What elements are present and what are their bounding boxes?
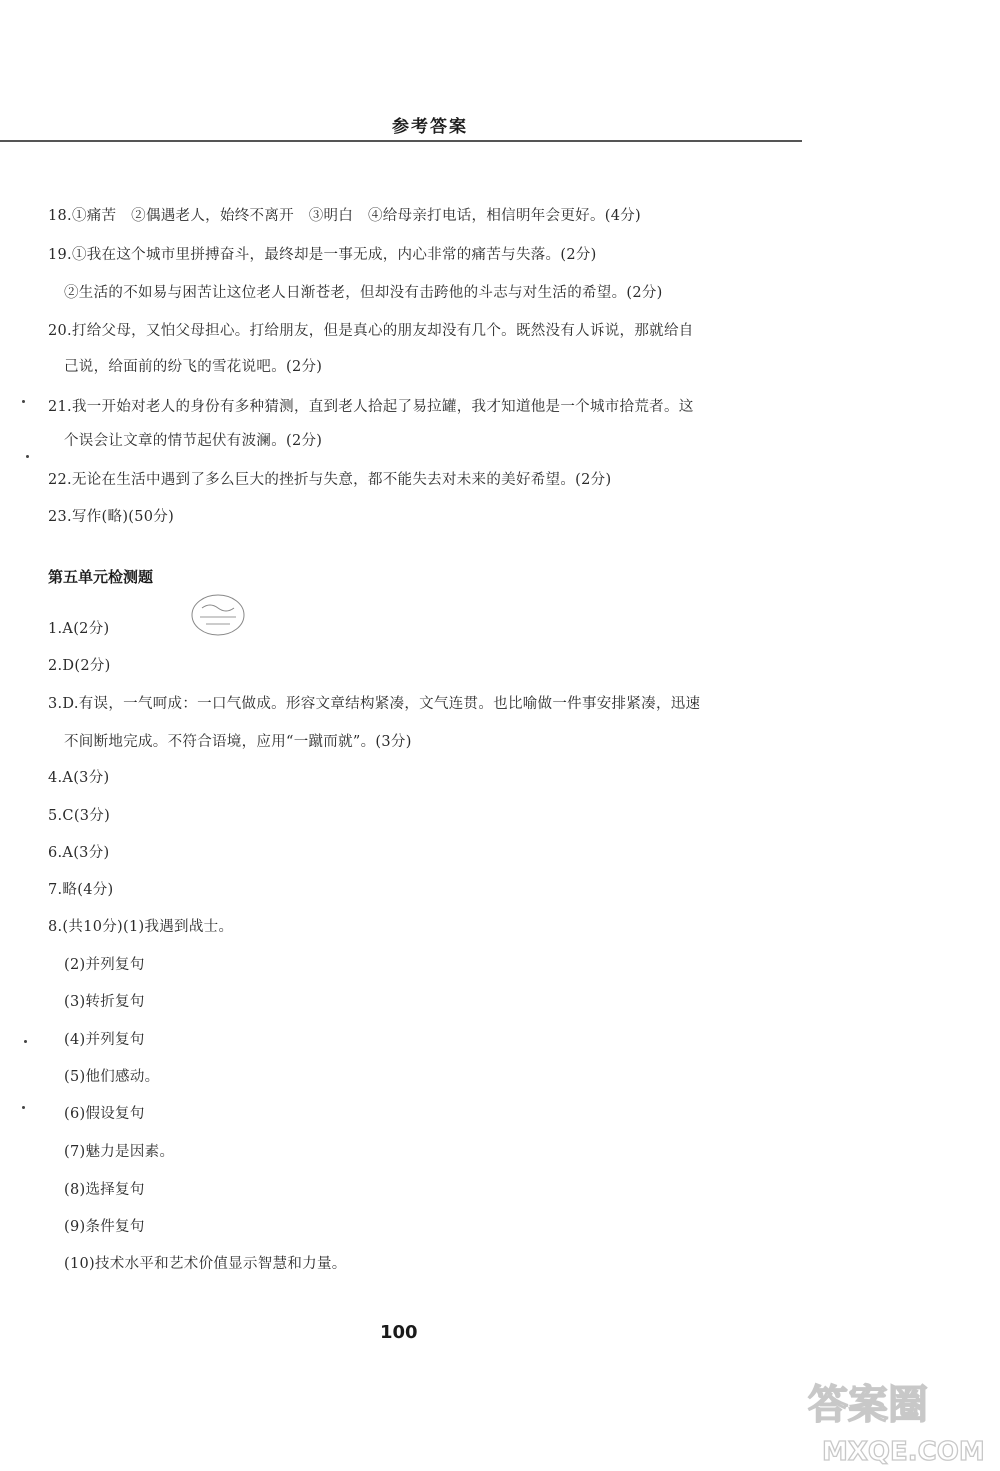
scan-dot [24,1040,27,1043]
answer-line: 22.无论在生活中遇到了多么巨大的挫折与失意，都不能失去对未来的美好希望。(2分) [48,472,612,488]
stamp-mark [188,590,248,640]
answer-line: ②生活的不如易与困苦让这位老人日渐苍老，但却没有击跨他的斗志与对生活的希望。(2分) [64,285,663,301]
answer-line: (4)并列复句 [64,1032,145,1048]
page-number: 100 [380,1322,418,1343]
answer-line: (10)技术水平和艺术价值显示智慧和力量。 [64,1256,347,1272]
answer-line: 7.略(4分) [48,882,114,898]
answer-line: (5)他们感动。 [64,1069,160,1085]
header-title: 参考答案 [392,117,468,137]
section-title: 第五单元检测题 [48,568,154,586]
answer-line: 20.打给父母，又怕父母担心。打给朋友，但是真心的朋友却没有几个。既然没有人诉说，那就给自 [48,323,694,339]
scan-dot [22,1106,25,1109]
answer-line: 1.A(2分) [48,621,110,637]
scan-dot [26,455,29,458]
watermark-title: 答案圈 [808,1382,928,1428]
answer-line: 3.D.有误，一气呵成：一口气做成。形容文章结构紧凑，文气连贯。也比喻做一件事安排紧凑，迅速 [48,696,701,712]
answer-line: (9)条件复句 [64,1219,145,1235]
header-divider [0,140,802,142]
answer-line: 8.(共10分)(1)我遇到战士。 [48,919,234,935]
watermark-logo [800,1370,995,1470]
answer-line: 23.写作(略)(50分) [48,509,175,525]
answer-line: 5.C(3分) [48,808,111,824]
answer-line: 21.我一开始对老人的身份有多种猜测，直到老人拾起了易拉罐，我才知道他是一个城市拾荒者。这 [48,399,694,415]
answer-line: (6)假设复句 [64,1106,145,1122]
answer-line: 19.①我在这个城市里拼搏奋斗，最终却是一事无成，内心非常的痛苦与失落。(2分) [48,247,597,263]
scan-dot [22,400,25,403]
answer-line: (2)并列复句 [64,957,145,973]
answer-line: (8)选择复句 [64,1182,145,1198]
answer-line: (3)转折复句 [64,994,145,1010]
answer-line: 18.①痛苦 ②偶遇老人，始终不离开 ③明白 ④给母亲打电话，相信明年会更好。(4分) [48,208,641,224]
watermark-url: MXQE.COM [822,1437,985,1467]
answer-line: 不间断地完成。不符合语境，应用“一蹴而就”。(3分) [64,734,412,750]
answer-line: 个误会让文章的情节起伏有波澜。(2分) [64,433,323,449]
answer-line: 4.A(3分) [48,770,110,786]
answer-line: 6.A(3分) [48,845,110,861]
answer-line: 2.D(2分) [48,658,111,674]
answer-line: 己说，给面前的纷飞的雪花说吧。(2分) [64,359,323,375]
answer-line: (7)魅力是因素。 [64,1144,175,1160]
